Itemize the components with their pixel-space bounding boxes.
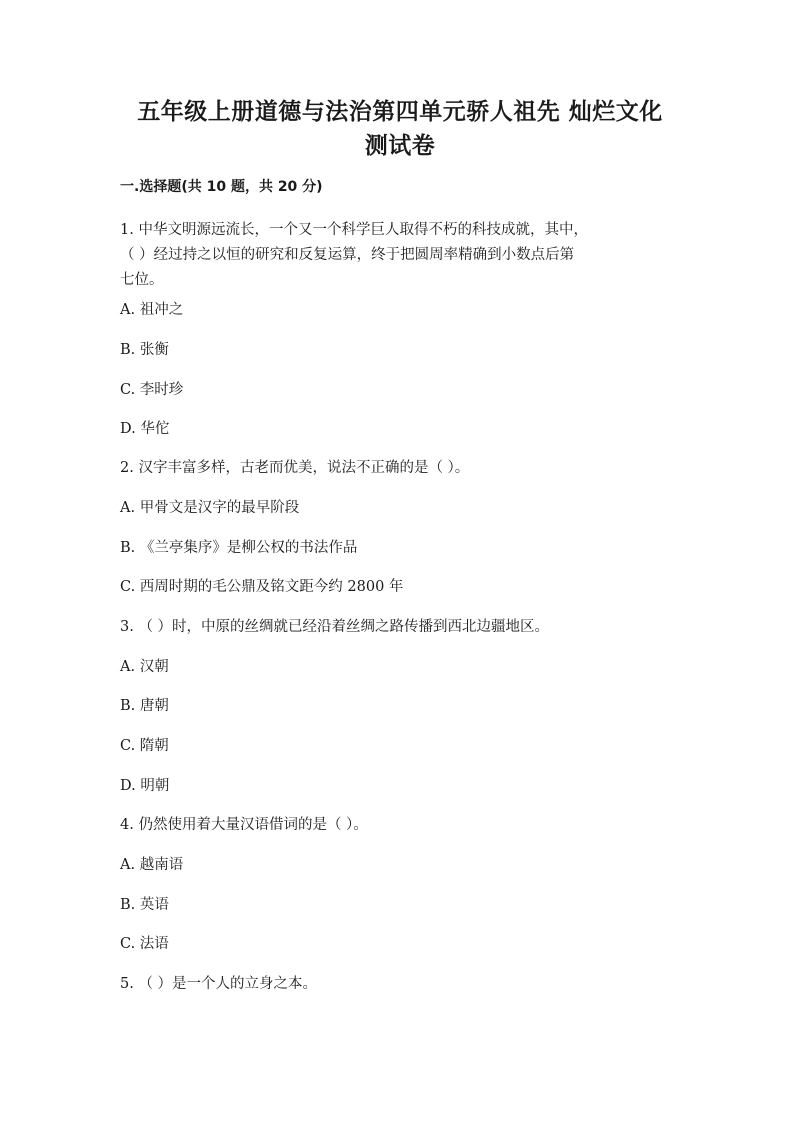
question-1-option-d: D. 华佗: [120, 421, 170, 437]
document-title-line-2: 测试卷: [364, 133, 436, 159]
question-1-option-c: C. 李时珍: [120, 382, 184, 398]
question-2-stem: 2. 汉字丰富多样，古老而优美，说法不正确的是（ ）。: [120, 460, 470, 476]
question-4-stem: 4. 仍然使用着大量汉语借词的是（ ）。: [120, 817, 368, 833]
question-1-option-a: A. 祖冲之: [120, 302, 184, 318]
question-3-option-a: A. 汉朝: [120, 659, 169, 675]
question-1-stem-line-2: （ ）经过持之以恒的研究和反复运算，终于把圆周率精确到小数点后第: [120, 247, 575, 263]
document-title-line-1: 五年级上册道德与法治第四单元骄人祖先 灿烂文化: [137, 99, 663, 125]
question-2-option-c: C. 西周时期的毛公鼎及铭文距今约 2800 年: [120, 579, 404, 595]
question-5-stem: 5. （ ）是一个人的立身之本。: [120, 976, 318, 992]
question-1-stem-line-3: 七位。: [120, 272, 164, 288]
section-heading: 一.选择题(共 10 题，共 20 分): [120, 179, 323, 195]
question-2-option-b: B. 《兰亭集序》是柳公权的书法作品: [120, 540, 358, 556]
question-3-option-c: C. 隋朝: [120, 738, 169, 754]
question-3-stem: 3. （ ）时，中原的丝绸就已经沿着丝绸之路传播到西北边疆地区。: [120, 619, 550, 635]
question-3-option-b: B. 唐朝: [120, 698, 169, 714]
question-4-option-c: C. 法语: [120, 936, 169, 952]
question-4-option-a: A. 越南语: [120, 857, 184, 873]
question-4-option-b: B. 英语: [120, 897, 169, 913]
question-3-option-d: D. 明朝: [120, 778, 170, 794]
question-1-stem-line-1: 1. 中华文明源远流长，一个又一个科学巨人取得不朽的科技成就，其中，: [120, 222, 588, 238]
question-1-option-b: B. 张衡: [120, 342, 169, 358]
question-2-option-a: A. 甲骨文是汉字的最早阶段: [120, 500, 300, 516]
